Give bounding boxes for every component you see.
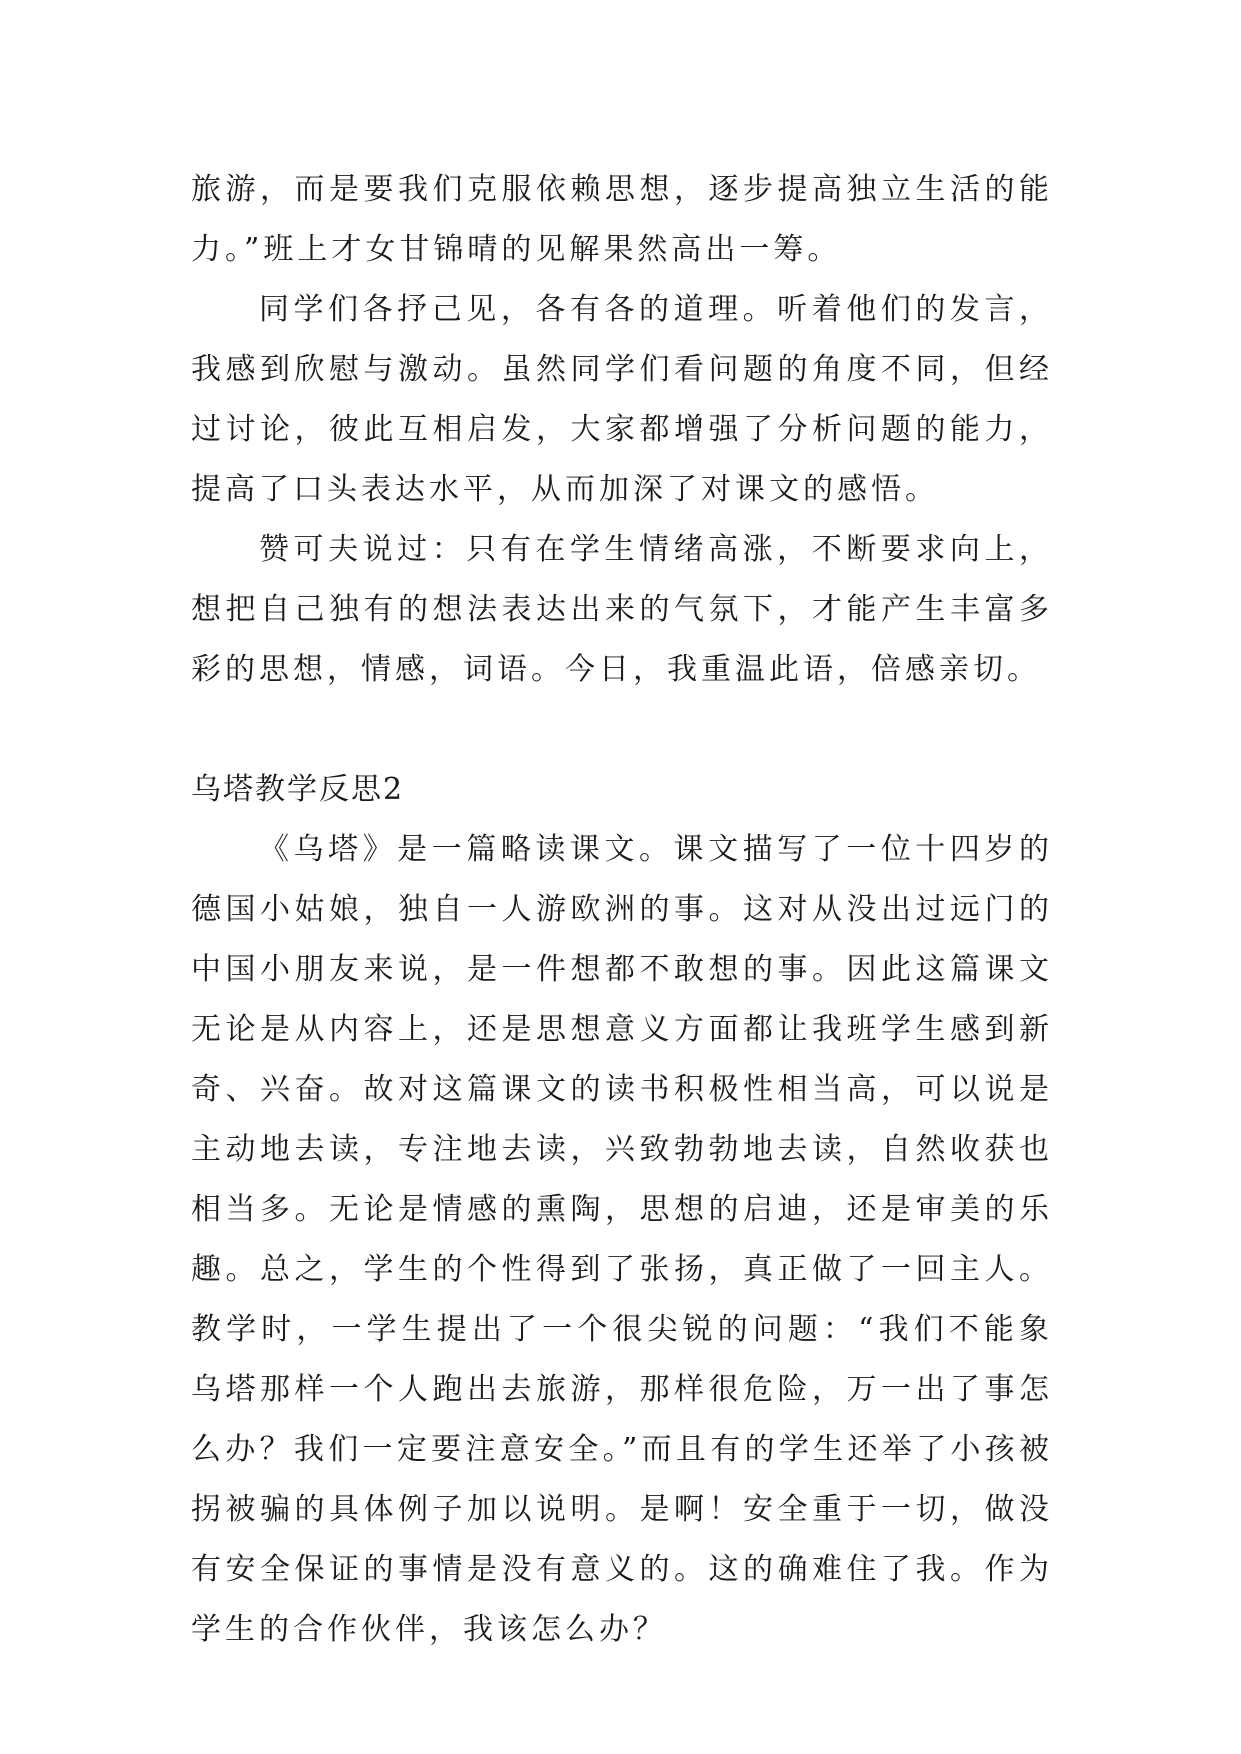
paragraph-reflection: 《乌塔》是一篇略读课文。课文描写了一位十四岁的德国小姑娘，独自一人游欧洲的事。这对从没出过远门的中国小朋友来说，是一件想都不敢想的事。因此这篇课文无论是从内容上，还是思想意义方面都让我班学生感到新奇、兴奋。故对这篇课文的读书积极性相当高，可以说是主动地去读，专注地去读，兴致勃勃地去读，自然收获也相当多。无论是情感的熏陶，思想的启迪，还是审美的乐趣。总之，学生的个性得到了张扬，真正做了一回主人。教学时，一学生提出了一个很尖锐的问题：“我们不能象乌塔那样一个人跑出去旅游，那样很危险，万一出了事怎么办？我们一定要注意安全。”而且有的学生还举了小孩被拐被骗的具体例子加以说明。是啊！安全重于一切，做没有安全保证的事情是没有意义的。这的确难住了我。作为学生的合作伙伴，我该怎么办？ bbox=[191, 832, 1053, 1647]
paragraph-quote: 赞可夫说过：只有在学生情绪高涨，不断要求向上，想把自己独有的想法表达出来的气氛下，才能产生丰富多彩的思想，情感，词语。今日，我重温此语，倍感亲切。 bbox=[191, 532, 1053, 687]
document-page bbox=[191, 160, 1053, 1660]
paragraph-continuation: 旅游，而是要我们克服依赖思想，逐步提高独立生活的能力。”班上才女甘锦晴的见解果然高出一筹。 bbox=[191, 172, 1053, 267]
paragraph-discussion: 同学们各抒己见，各有各的道理。听着他们的发言，我感到欣慰与激动。虽然同学们看问题的角度不同，但经过讨论，彼此互相启发，大家都增强了分析问题的能力，提高了口头表达水平，从而加深了对课文的感悟。 bbox=[191, 292, 1053, 507]
section-spacer bbox=[191, 700, 1053, 760]
section-title: 乌塔教学反思2 bbox=[191, 772, 405, 807]
